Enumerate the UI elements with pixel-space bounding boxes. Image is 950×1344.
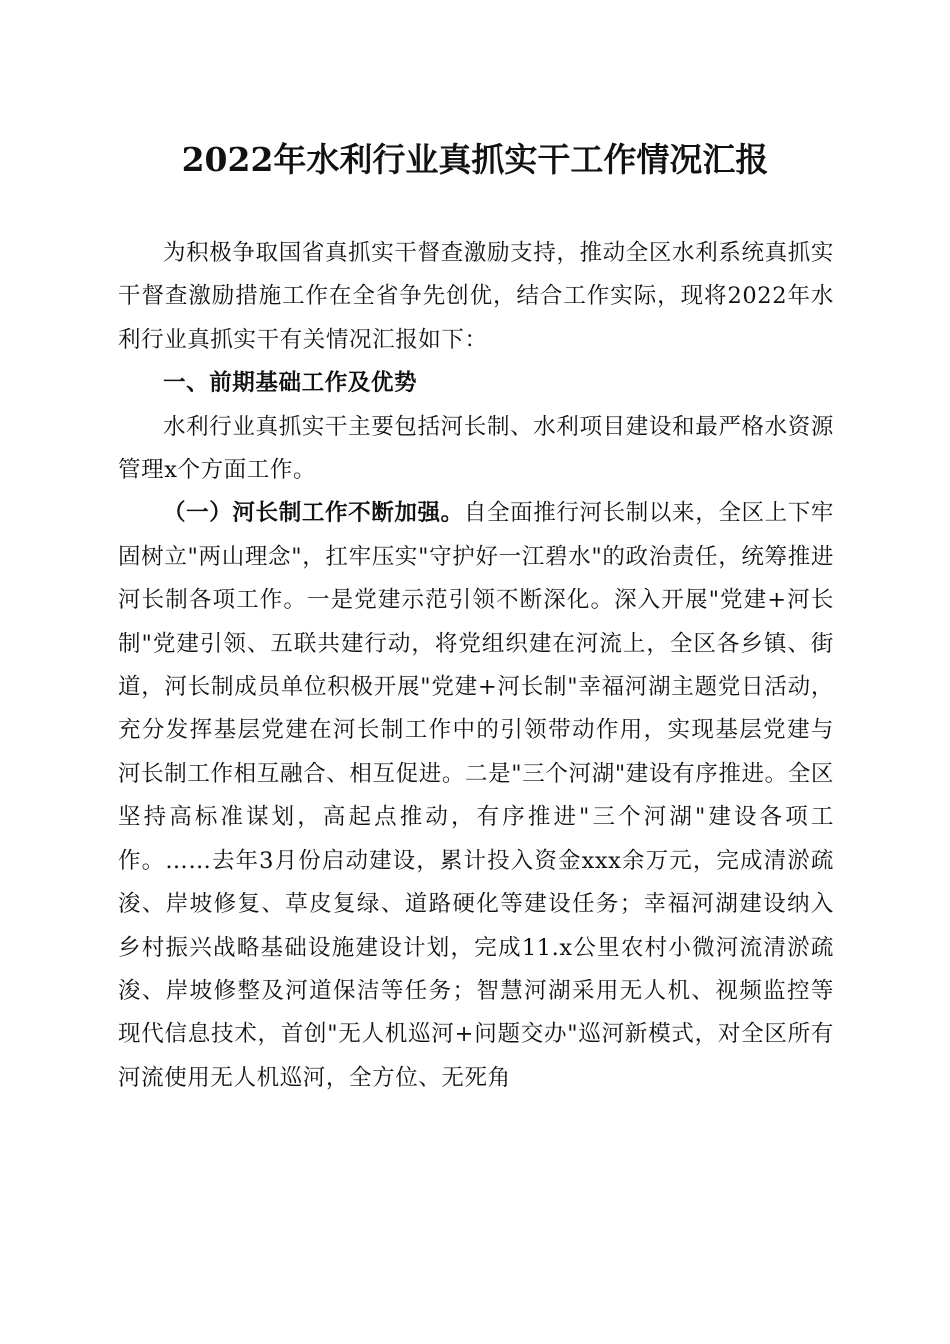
- document-body: [118, 232, 834, 1100]
- section-heading: 一、前期基础工作及优势: [163, 370, 418, 397]
- section-paragraph: 水利行业真抓实干主要包括河长制、水利项目建设和最严格水资源管理x个方面工作。: [118, 413, 834, 484]
- document-title: 2022年水利行业真抓实干工作情况汇报: [181, 140, 769, 179]
- subsection-body: 自全面推行河长制以来，全区上下牢固树立"两山理念"，扛牢压实"守护好一江碧水"的政治责任，统筹推进河长制各项工作。一是党建示范引领不断深化。深入开展"党建+河长制"党建引领、五联共建行动，将党组织建在河流上，全区各乡镇、街道，河长制成员单位积极开展"党建+河长制"幸福河湖主题党日活动，充分发挥基层党建在河长制工作中的引领带动作用，实现基层党建与河长制工作相互融合、相互促进。二是"三个河湖"建设有序推进。全区坚持高标准谋划，高起点推动，有序推进"三个河湖"建设各项工作。……去年3月份启动建设，累计投入资金xxx余万元，完成清淤疏浚、岸坡修复、草皮复绿、道路硬化等建设任务；幸福河湖建设纳入乡村振兴战略基础设施建设计划，完成11.x公里农村小微河流清淤疏浚、岸坡修整及河道保洁等任务；智慧河湖采用无人机、视频监控等现代信息技术，首创"无人机巡河+问题交办"巡河新模式，对全区所有河流使用无人机巡河，全方位、无死角: [118, 500, 834, 1091]
- intro-paragraph: 为积极争取国省真抓实干督查激励支持，推动全区水利系统真抓实干督查激励措施工作在全省争先创优，结合工作实际，现将2022年水利行业真抓实干有关情况汇报如下：: [118, 240, 834, 353]
- subsection-paragraph: [118, 492, 834, 1100]
- subsection-lead: （一）河长制工作不断加强。: [163, 500, 464, 527]
